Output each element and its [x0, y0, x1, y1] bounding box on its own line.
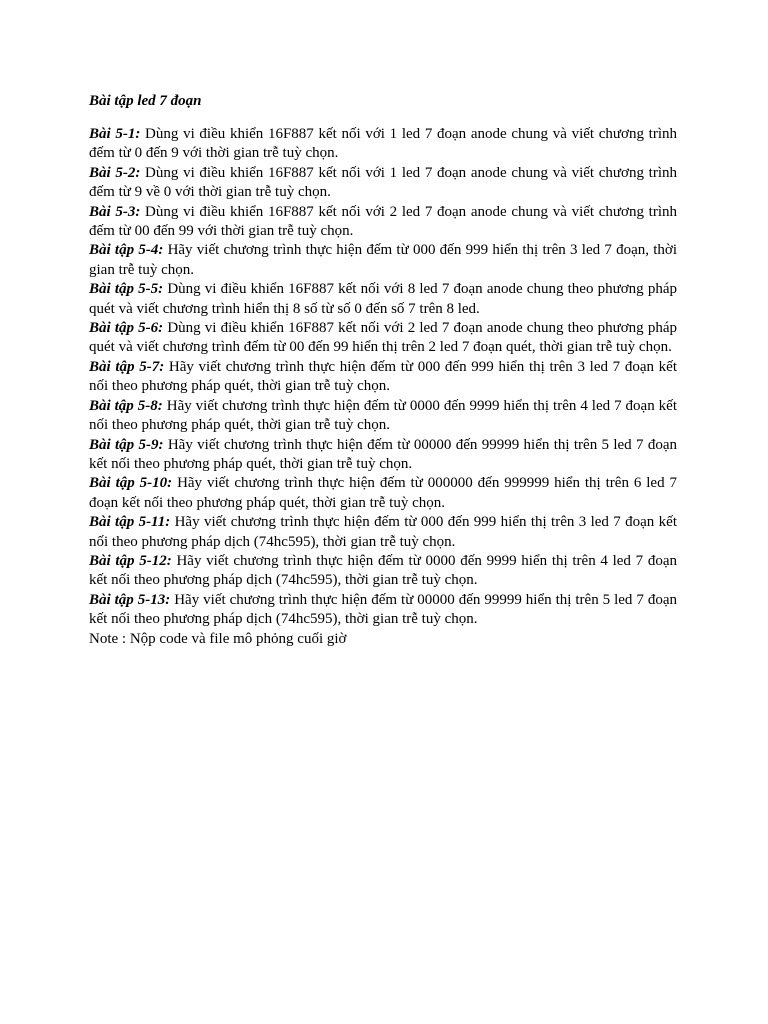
exercise-text: Hãy viết chương trình thực hiện đếm từ 00000 đến 99999 hiển thị trên 5 led 7 đoạn kết nối theo phương pháp quét, thời gian trễ tuỳ chọn. [89, 436, 677, 472]
exercise-label: Bài 5-2: [89, 164, 141, 181]
exercise-label: Bài tập 5-9: [89, 436, 164, 453]
exercise-item [89, 164, 677, 203]
document-title: Bài tập led 7 đoạn [89, 93, 202, 109]
exercise-label: Bài tập 5-13: [89, 591, 171, 608]
exercise-item [89, 436, 677, 475]
exercise-label: Bài tập 5-10: [89, 475, 173, 492]
exercise-item [89, 397, 677, 436]
exercise-list [89, 125, 677, 630]
exercise-label: Bài tập 5-4: [89, 242, 164, 259]
exercise-label: Bài tập 5-6: [89, 320, 164, 337]
exercise-text: Hãy viết chương trình thực hiện đếm từ 000 đến 999 hiển thị trên 3 led 7 đoạn, thời gian trễ tuỳ chọn. [89, 242, 677, 278]
exercise-text: Hãy viết chương trình thực hiện đếm từ 000 đến 999 hiển thị trên 3 led 7 đoạn kết nối theo phương pháp dịch (74hc595), thời gian trễ tuỳ chọn. [89, 514, 677, 550]
exercise-text: Hãy viết chương trình thực hiện đếm từ 000000 đến 999999 hiển thị trên 6 led 7 đoạn kết nối theo phương pháp quét, thời gian trễ tuỳ chọn. [89, 475, 677, 511]
exercise-item [89, 474, 677, 513]
exercise-text: Hãy viết chương trình thực hiện đếm từ 0000 đến 9999 hiển thị trên 4 led 7 đoạn kết nối theo phương pháp dịch (74hc595), thời gian trễ tuỳ chọn. [89, 552, 677, 589]
exercise-item [89, 552, 677, 591]
exercise-item [89, 203, 677, 242]
exercise-label: Bài tập 5-11: [89, 514, 171, 531]
exercise-text: Hãy viết chương trình thực hiện đếm từ 00000 đến 99999 hiển thị trên 5 led 7 đoạn kết nối theo phương pháp dịch (74hc595), thời gian trễ tuỳ chọn. [89, 591, 677, 628]
exercise-text: Dùng vi điều khiển 16F887 kết nối với 2 led 7 đoạn anode chung theo phương pháp quét và viết chương trình đếm từ 00 đến 99 hiển thị trên 2 led 7 đoạn quét, thời gian trễ tuỳ chọn. [89, 320, 677, 356]
exercise-label: Bài 5-1: [89, 126, 141, 142]
exercise-text: Dùng vi điều khiển 16F887 kết nối với 2 led 7 đoạn anode chung và viết chương trình đếm từ 00 đến 99 với thời gian trễ tuỳ chọn. [89, 203, 677, 240]
exercise-text: Dùng vi điều khiển 16F887 kết nối với 1 led 7 đoạn anode chung và viết chương trình đếm từ 9 về 0 với thời gian trễ tuỳ chọn. [89, 164, 677, 201]
exercise-item [89, 125, 677, 164]
exercise-text: Dùng vi điều khiển 16F887 kết nối với 1 led 7 đoạn anode chung và viết chương trình đếm từ 0 đến 9 với thời gian trễ tuỳ chọn. [89, 126, 677, 162]
exercise-text: Dùng vi điều khiển 16F887 kết nối với 8 led 7 đoạn anode chung theo phương pháp quét và viết chương trình hiển thị 8 số từ số 0 đến số 7 trên 8 led. [89, 281, 677, 317]
exercise-item [89, 241, 677, 280]
exercise-label: Bài tập 5-7: [89, 358, 165, 375]
submission-note: Note : Nộp code và file mô phỏng cuối giờ [89, 630, 347, 647]
exercise-label: Bài 5-3: [89, 203, 141, 220]
exercise-item [89, 280, 677, 319]
document-page [89, 92, 677, 649]
exercise-text: Hãy viết chương trình thực hiện đếm từ 0000 đến 9999 hiển thị trên 4 led 7 đoạn kết nối theo phương pháp quét, thời gian trễ tuỳ chọn. [89, 397, 677, 434]
exercise-label: Bài tập 5-5: [89, 281, 164, 298]
exercise-item [89, 591, 677, 630]
exercise-item [89, 319, 677, 358]
exercise-label: Bài tập 5-12: [89, 552, 172, 569]
exercise-text: Hãy viết chương trình thực hiện đếm từ 000 đến 999 hiển thị trên 3 led 7 đoạn kết nối theo phương pháp quét, thời gian trễ tuỳ chọn. [89, 358, 677, 395]
exercise-item [89, 358, 677, 397]
exercise-label: Bài tập 5-8: [89, 397, 163, 414]
exercise-item [89, 513, 677, 552]
